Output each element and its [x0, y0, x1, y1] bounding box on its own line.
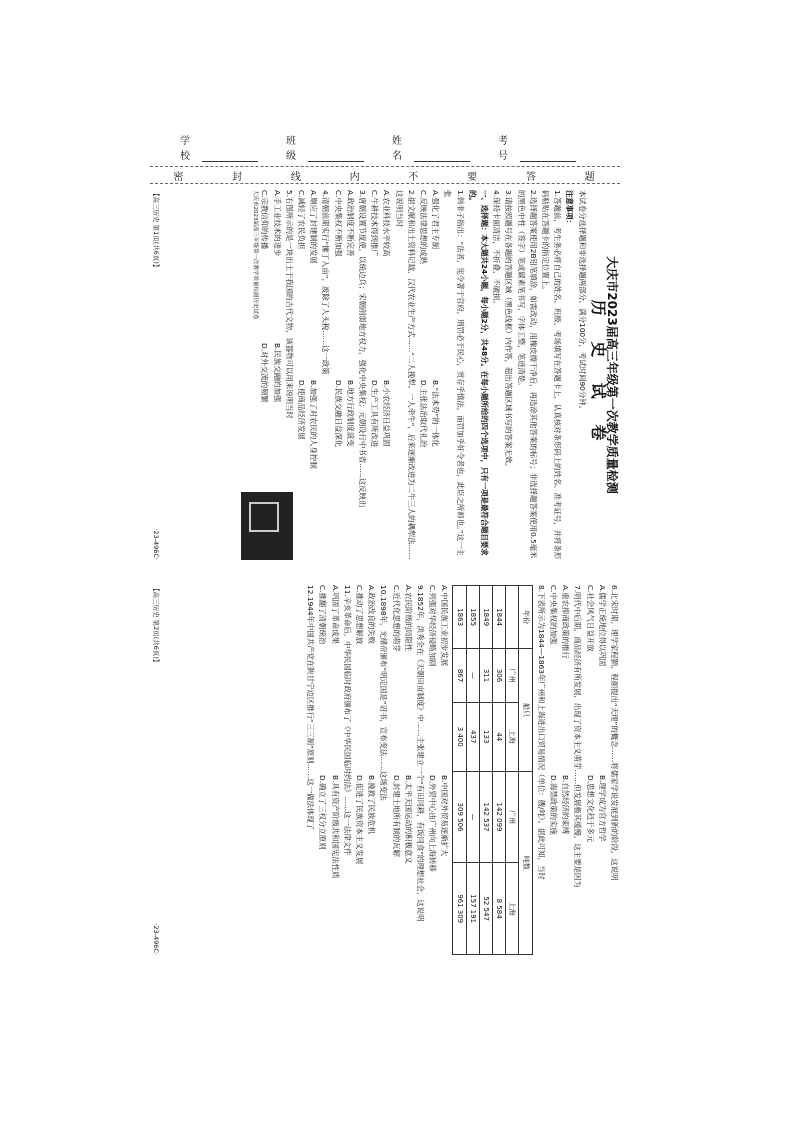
option: D.外贸中心由广州向上海转移 — [428, 775, 438, 872]
question-stem: 8.下表所示为1844—1863年广州和上海进出口贸易情况（单位：艘/吨）。据此可知，当时 — [536, 585, 546, 880]
option: A.重农抑商政策的推行 — [561, 585, 571, 659]
option: D.民族交融日益深化 — [333, 380, 343, 448]
seal-word: 线 — [290, 171, 303, 183]
option: B.中国对外贸易逐渐扩大 — [440, 775, 450, 857]
table-header: 吨数 — [519, 771, 532, 954]
exam-number-field: 考号 — [498, 132, 576, 162]
table-header-row — [519, 586, 532, 955]
option: A.手工业技术的进步 — [272, 190, 282, 257]
seal-word: 封 — [232, 171, 245, 183]
table-subheader — [506, 586, 519, 649]
option: B.太平天国运动的积极意义 — [403, 775, 413, 864]
option: A.政治制度不断完善 — [345, 190, 355, 257]
table-cell: 157 191 — [466, 863, 479, 955]
trade-table — [452, 585, 532, 955]
school-field: 学校 — [180, 132, 258, 162]
exam-title: 大庆市2023届高三年级第一次教学质量检测 — [605, 256, 619, 494]
artifact-image — [249, 502, 279, 532]
table-row — [479, 586, 492, 955]
note-item: 1.答题前，考生务必将自己的姓名、班级、考场填写在答题卡上，认真核对条形码上的姓名、准考证号，并将条形码粘贴在答题卡的指定位置上。 — [540, 190, 563, 560]
table-cell: 867 — [453, 649, 466, 703]
table-subheader: 广州 — [506, 649, 519, 703]
option: D.思想文化趋于多元 — [585, 775, 595, 843]
photo-caption: 大庆市2023届高三年级第一次教学质量检测历史试卷 — [252, 190, 259, 320]
page-footer — [150, 585, 162, 955]
question-stem: 2.据文献和出土资料记载，汉代农业生产方式……“二人挽犁、一人牵牛”，后来逐渐改进为二牛三人的耦犁法……这说明当时 — [394, 190, 416, 560]
notes-label: 注意事项： — [565, 190, 575, 227]
table-header: 年份 — [519, 586, 532, 649]
option: C.牛耕技术得到推广 — [370, 190, 380, 257]
table-cell: 8 584 — [492, 863, 505, 955]
option: C.宗教信仰的传播 — [260, 190, 270, 250]
option: D.对外交流的频繁 — [260, 343, 270, 403]
option: D.使商品经济发展 — [296, 380, 306, 440]
option: A.儒学正统地位得以巩固 — [597, 585, 607, 667]
question — [316, 585, 353, 955]
option: D.生产工具有所改进 — [370, 380, 380, 448]
right-page — [150, 585, 620, 955]
question — [251, 190, 295, 560]
table-cell: 44 — [492, 702, 505, 771]
candidate-info-row — [180, 136, 600, 162]
table-cell: 1855 — [466, 586, 479, 649]
table-cell: 52 547 — [479, 863, 492, 955]
question-stem: 12.1944年中国共产党在陕甘宁边区推行“三三制”原则……这一做法体现了 — [306, 585, 316, 831]
option: D.封建土地所有制的瓦解 — [391, 775, 401, 857]
exam-intro: 本试卷分选择题和非选择题两部分，满分100分，考试时间90分钟。 — [577, 190, 587, 414]
table-subheader: 广州 — [506, 771, 519, 863]
option: A.政治改良的失败 — [367, 585, 377, 645]
table-row — [453, 586, 466, 955]
table-cell: 311 — [479, 649, 492, 703]
option: A.强化了君主专制 — [431, 190, 441, 250]
option: B.具有资产阶级共和国宪法性质 — [330, 775, 340, 879]
option: C.近代化思想的萌芽 — [391, 585, 401, 652]
table-cell: 1863 — [453, 586, 466, 649]
question — [353, 585, 390, 955]
option: C.推动了思想解放 — [354, 585, 364, 645]
question-stem: 1.韩非子指出：“法者，宪令著于官府，刑罚必于民心，赏存乎慎法，而罚加乎奸令者也，此臣之所师也。”这一主张 — [443, 190, 465, 556]
seal-line — [150, 166, 620, 184]
option: C.社会风气日益开放 — [585, 585, 595, 652]
question — [417, 190, 466, 560]
paper-code: ·23-496C· — [152, 923, 161, 955]
option: D.促进了民族资本主义发展 — [354, 775, 364, 865]
table-subheader: 上海 — [506, 863, 519, 955]
option: C.推翻了清朝统治 — [318, 585, 328, 645]
page-footer — [150, 190, 162, 560]
table-row — [492, 586, 505, 955]
note-item: 4.保持卡面清洁，不折叠、不破损。 — [492, 190, 502, 308]
page-number: 【高三历史 第1页(共6页)】 — [152, 190, 161, 271]
option: D.海禁政策的实施 — [548, 775, 558, 835]
page-number: 【高三历史 第2页(共6页)】 — [152, 585, 161, 666]
seal-word: 密 — [173, 171, 186, 183]
table-cell: 306 — [492, 649, 505, 703]
question — [331, 190, 368, 560]
option: C.减轻了农民负担 — [296, 190, 306, 250]
name-field: 姓名 — [392, 132, 470, 162]
option: A.巩固了革命成果 — [330, 585, 340, 645]
seal-word: 不 — [408, 171, 421, 183]
question-stem: 7.明代中后期，商品经济有所发展，出现了资本主义萌芽……但发展极其缓慢，这主要是因为 — [573, 585, 583, 888]
option: B.民族交融的加强 — [272, 343, 282, 403]
table-cell: 309 506 — [453, 771, 466, 863]
seal-word: 内 — [349, 171, 362, 183]
table-cell: 133 — [479, 702, 492, 771]
table-header: 船只 — [519, 649, 532, 771]
option: A.农民阶级的局限性 — [403, 585, 413, 652]
option: D.确立了三权分立原则 — [318, 775, 328, 850]
seal-word: 要 — [467, 171, 480, 183]
table-subheader-row — [506, 586, 519, 955]
table-row — [466, 586, 479, 955]
question-stem: 5.右图所示的是一块出土于我国的古代文物，该器物可以用来说明当时 — [284, 190, 294, 419]
question-stem: 11.辛亥革命后，中华民国临时政府颁布了《中华民国临时约法》……这一法律文件 — [342, 585, 352, 856]
question — [583, 585, 620, 955]
option: B.自然经济的束缚 — [561, 775, 571, 835]
question-stem: 3.唐朝设置节度使，以统边兵；宋朝削弱地方权力，强化中央集权；元朝设行中书省……这反映出 — [357, 190, 367, 508]
option: D.主张法治取代礼治 — [418, 380, 428, 448]
question-stem: 9.1852年，洪秀全在《天朝田亩制度》中……主张建立一个“有田同耕，有饭同食”的理想社会，这说明 — [415, 585, 425, 922]
option: A.农业科技水平较高 — [382, 190, 392, 257]
rotated-page-area — [150, 190, 620, 960]
option: A.中国民族工业初步发展 — [440, 585, 450, 667]
table-cell: 3 400 — [453, 702, 466, 771]
question-stem: 10.1898年，光绪帝颁布“明定国是”诏书，宣布变法……这场变法 — [379, 585, 389, 801]
option: C.中央集权不断加强 — [333, 190, 343, 257]
rotated-spread — [150, 190, 620, 960]
table-subheader: 上海 — [506, 702, 519, 771]
table-cell: 142 099 — [492, 771, 505, 863]
paper-code: ·23-496C· — [152, 528, 161, 560]
question — [426, 585, 547, 955]
class-field: 班级 — [286, 132, 364, 162]
option: B.小农经济日益巩固 — [382, 380, 392, 447]
option: C.反映法律思想的成熟 — [418, 190, 428, 265]
question-stem: 4.清朝前期实行“摊丁入亩”，废除了人头税……这一政策 — [321, 190, 331, 375]
option: B.加强了对农民的人身控制 — [309, 380, 319, 469]
table-cell: 1844 — [492, 586, 505, 649]
table-cell: 1849 — [479, 586, 492, 649]
section-heading: 一、选择题：本大题共24小题，每小题2分，共48分。在每小题所给的四个选项中，只有一项是最符合题目要求的。 — [467, 190, 489, 556]
seal-word: 题 — [584, 171, 597, 183]
left-page — [150, 190, 620, 560]
seal-word: 答 — [525, 171, 538, 183]
question — [368, 190, 417, 560]
option: B.“法术势”的一体化 — [431, 380, 441, 447]
table-cell: 142 537 — [479, 771, 492, 863]
table-cell: 961 309 — [453, 863, 466, 955]
question — [295, 190, 332, 560]
option: B.地方行政制度演变 — [345, 380, 355, 447]
subject-title: 历 史 试 卷 — [588, 299, 608, 451]
option: A.顺应了封建制的发展 — [309, 190, 319, 264]
question — [304, 585, 316, 955]
option: B.理学成为官方哲学 — [597, 775, 607, 842]
artifact-photo — [241, 492, 293, 560]
table-cell: — — [466, 649, 479, 703]
question — [389, 585, 426, 955]
question-stem: 6.北宋时期，理学家程颢、程颐提出“天理”的概念……将儒家学说发展到新的阶段，这说明 — [610, 585, 619, 881]
note-item: 2.选择题答案使用2B铅笔填涂，如需改动，用橡皮擦干净后，再选涂其他答案的标号；非选择题答案使用0.5毫米的黑色中性（签字）笔或碳素笔书写，字体工整，笔迹清楚。 — [516, 190, 538, 559]
table-cell: 437 — [466, 702, 479, 771]
option: B.挽救了民族危机 — [367, 775, 377, 835]
table-cell: — — [466, 771, 479, 863]
question — [547, 585, 584, 955]
option: C.列强对华经济侵略加剧 — [428, 585, 438, 667]
option: C.中央集权的加强 — [548, 585, 558, 645]
note-item: 3.请按照题号在各题的答题区域（黑色线框）内作答，超出答题区域书写的答案无效。 — [504, 190, 514, 471]
